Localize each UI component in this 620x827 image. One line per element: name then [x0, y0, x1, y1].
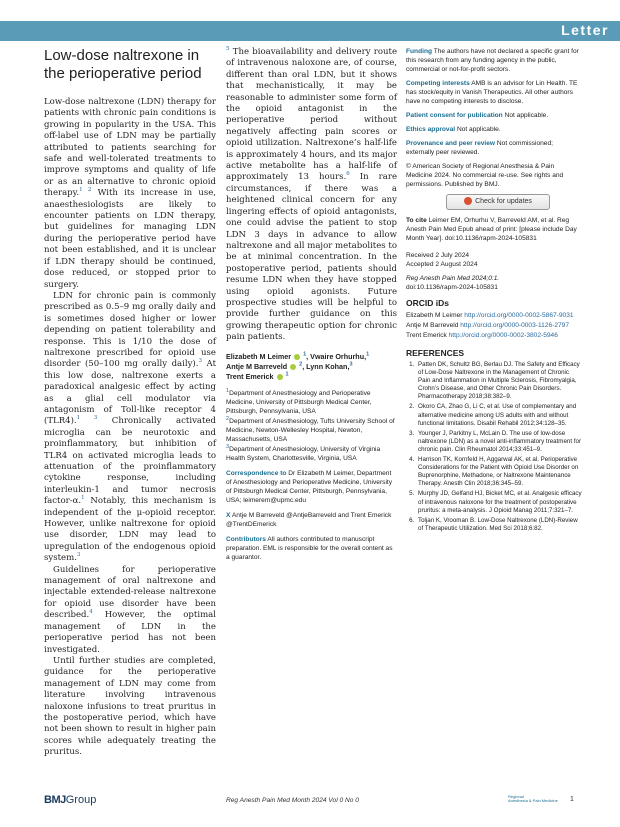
- author-list: Elizabeth M Leimer $^1$, Vwaire Orhurhu,$^1$ Antje M Barreveld $^2$, Lynn Kohan,$^3$ Trent Emerick $^1$: [226, 351, 370, 381]
- reference-item: 4. Harrison TK, Kornfeld H, Aggarwal AK, et al. Perioperative Considerations for the Patient with Opioid Use Disorder on Buprenorphine, Methadone, or Naltrexone Maintenance Therapy. Anesth Clin 2018;36:345–59.: [416, 456, 582, 488]
- header-bar: [0, 21, 620, 41]
- page-number: 1: [570, 796, 574, 803]
- social-handles: X Antje M Barreveld @AntjeBarreveld and Trent Emerick @TrentDEmerick: [226, 511, 392, 528]
- affiliation: $^2$Department of Anesthesiology, Tufts University School of Medicine, Newton-Wellesley Hospital, Newton, Massachusetts, USA: [226, 415, 395, 443]
- citation-ref[interactable]: 3: [198, 358, 202, 365]
- affiliations: [226, 389, 397, 463]
- reference-item: 2. Okoro CA, Zhao G, Li C, et al. Use of complementary and alternative medicine among US adults with and without functional limitations. Disabil Rehabil 2012;34:128–35.: [416, 403, 582, 427]
- citation-ref[interactable]: 6: [346, 171, 350, 178]
- refresh-icon: [464, 197, 472, 205]
- footer-citation: Reg Anesth Pain Med Month 2024 Vol 0 No 0: [226, 797, 359, 804]
- ethics-approval: Ethics approval Not applicable.: [406, 126, 501, 133]
- contributors: Contributors All authors contributed to manuscript preparation. EML is responsible for the overall content as a guarantor.: [226, 535, 393, 561]
- publisher-logo: BMJGroup: [44, 794, 97, 806]
- orcid-icon[interactable]: [290, 364, 296, 370]
- author-name: Elizabeth M Leimer: [226, 351, 292, 361]
- journal-logo: Regional Anesthesia & Pain Medicine: [508, 794, 558, 804]
- orcid-icon[interactable]: [277, 374, 283, 380]
- citation-ref[interactable]: 1 3: [76, 415, 98, 422]
- accepted-date: Accepted 2 August 2024: [406, 261, 478, 268]
- citation-ref[interactable]: 5: [226, 46, 230, 53]
- orcid-heading: ORCID iDs: [406, 298, 449, 308]
- orcid-entry: Antje M Barreveld http://orcid.org/0000-0003-1126-2797: [406, 322, 570, 329]
- competing-interests: Competing interests AMB is an advisor for Lin Health. TE has stock/equity in Vanish Therapeutics. All other authors have no competing interests to disclose.: [406, 80, 578, 105]
- copyright-notice: © American Society of Regional Anesthesia & Pain Medicine 2024. No commercial re-use. See rights and permissions. Published by BMJ.: [406, 163, 564, 188]
- orcid-entry: Trent Emerick http://orcid.org/0000-0002-3802-5946: [406, 332, 558, 339]
- citation-ref[interactable]: 1: [81, 495, 85, 502]
- cite-this-article: To cite Leimer EM, Orhurhu V, Barreveld AM, et al. Reg Anesth Pain Med Epub ahead of print: [please include Day Month Year]. doi:10.1136/rapm-2024-105831: [406, 217, 577, 242]
- body-paragraph: Guidelines for perioperative management of oral naltrexone and injectable extended-release naltrexone for opioid use disorder have been described.$^4$ However, the optimal management of LDN in the perioperative period has not been investigated.: [44, 564, 216, 655]
- reference-item: 5. Murphy JD, Gelfand HJ, Bicket MC, et al. Analgesic efficacy of intravenous naloxone for the treatment of postoperative pruritus: a meta-analysis. J Opioid Manag 2011;7:321–7.: [416, 490, 582, 514]
- article-type-label: Letter: [561, 22, 609, 38]
- reference-item: 6. Toljan K, Vrooman B. Low-Dose Naltrexone (LDN)-Review of Therapeutic Utilization. Med Sci 2018;6:82.: [416, 517, 582, 533]
- column-middle: [226, 47, 397, 562]
- reference-item: 1. Patten DK, Schultz BG, Berlau DJ. The Safety and Efficacy of Low-Dose Naltrexone in the Management of Chronic Pain and Inflammation in Multiple Sclerosis, Fibromyalgia, Crohn’s Disease, and Other Chronic Pain Disorders. Pharmacotherapy 2018;38:382–9.: [416, 361, 582, 401]
- check-for-updates-button[interactable]: Check for updates: [446, 194, 550, 210]
- column-left: [44, 47, 216, 759]
- body-paragraph: Until further studies are completed, guidance for the perioperative management of LDN may come from literature involving intravenous naloxone infusions to treat pruritus in the postoperative period, which have not been shown to result in higher pain scores while adequately treating the pruritus.: [44, 655, 216, 758]
- author-name: , Vwaire Orhurhu,: [306, 351, 367, 361]
- citation-ref[interactable]: 4: [89, 609, 93, 616]
- provenance: Provenance and peer review Not commissioned; externally peer reviewed.: [406, 140, 553, 156]
- affiliation: $^1$Department of Anesthesiology and Perioperative Medicine, University of Pittsburgh Medical Center, Pittsburgh, Pennsylvania, USA: [226, 387, 372, 415]
- reference-list: [406, 361, 582, 533]
- reference-item: 3. Younger J, Parkitny L, McLain D. The use of low-dose naltrexone (LDN) as a novel anti-inflammatory treatment for chronic pain. Clin Rheumatol 2014;33:451–9.: [416, 430, 582, 454]
- funding-statement: Funding The authors have not declared a specific grant for this research from any funding agency in the public, commercial or not-for-profit sectors.: [406, 48, 579, 73]
- author-name: Trent Emerick: [226, 371, 274, 381]
- references-heading: REFERENCES: [406, 348, 465, 358]
- body-paragraph: Low-dose naltrexone (LDN) therapy for patients with chronic pain conditions is growing in popularity in the USA. This off-label use of LDN may be partially attributed to patients searching for safe and well-tolerated treatments to improve symptoms and quality of life or as an alternative to chronic opioid therapy.$^{1 2}$ With its increase in use, anaesthesiologists are likely to encounter patients on LDN therapy, but guidelines for managing LDN during the perioperative period have not been established, and it is unclear if LDN therapy should be continued, dose reduced, or stopped prior to surgery.: [44, 97, 217, 290]
- journal-reference: Reg Anesth Pain Med 2024;0:1.: [406, 275, 500, 282]
- column-right: [406, 47, 582, 535]
- citation-ref[interactable]: 3: [76, 552, 81, 559]
- correspondence: Correspondence to Dr Elizabeth M Leimer, Department of Anesthesiology and Perioperative Medicine, University of Pittsburgh Medical Center, Pittsburgh, Pennsylvania, USA; leimerem@upmc.edu: [226, 469, 393, 504]
- article-title: Low-dose naltrexone in the perioperative period: [44, 47, 202, 82]
- orcid-entry: Elizabeth M Leimer http://orcid.org/0000-0002-5867-9031: [406, 312, 574, 319]
- patient-consent: Patient consent for publication Not applicable.: [406, 112, 549, 119]
- author-name: , Lynn Kohan,: [302, 361, 350, 371]
- received-date: Received 2 July 2024: [406, 252, 470, 259]
- orcid-icon[interactable]: [294, 354, 300, 360]
- body-paragraph-continued: $^5$ The bioavailability and delivery route of intravenous naloxone are, of course, different than oral LDN, but it shows that mechanistically, it may be reasonable to administer some form of the opioid antagonist in the perioperative period without negatively affecting pain scores or opioid utilization. Naltrexone’s half-life is approximately 4 hours, and its major active metabolite has a half-life of approximately 13 hours.$^6$ In rare circumstances, if there was a heightened clinical concern for any lingering effects of opioid antagonists, one could advise the patient to stop LDN 3 days in advance to allow naltrexone and all major metabolites to be at minimal concentration. In the postoperative period, patients should resume LDN when they have stopped using opioid agonists. Future prospective studies will be helpful to provide further guidance on this growing therapeutic option for chronic pain patients.: [226, 46, 397, 343]
- author-name: Antje M Barreveld: [226, 361, 288, 371]
- body-paragraph: LDN for chronic pain is commonly prescribed as 0.5–9 mg orally daily and is sometimes dosed higher or lower depending on patient tolerability and response. This is 1/10 the dose of naltrexone prescribed for opioid use disorder (50–100 mg orally daily).$^3$ At this low dose, naltrexone exerts a paradoxical analgesic effect by acting as a glial cell modulator via antagonism of Toll-like receptor 4 (TLR4).$^{1 3}$ Chronically activated microglia can be neurotoxic and proinflammatory, but inhibition of TLR4 on activated microglia leads to attenuation of the proinflammatory cytokine response, including interleukin-1 and tumor necrosis factor-α.$^1$ Notably, this mechanism is independent of the μ-opioid receptor. However, unlike naltrexone for opioid use disorder, LDN may lead to upregulation of the endogenous opioid system.$^3$: [44, 290, 217, 564]
- doi[interactable]: doi:10.1136/rapm-2024-105831: [406, 284, 498, 291]
- affiliation: $^3$Department of Anesthesiology, University of Virginia Health System, Charlottesville, Virginia, USA: [226, 443, 381, 462]
- citation-ref[interactable]: 1 2: [79, 187, 92, 194]
